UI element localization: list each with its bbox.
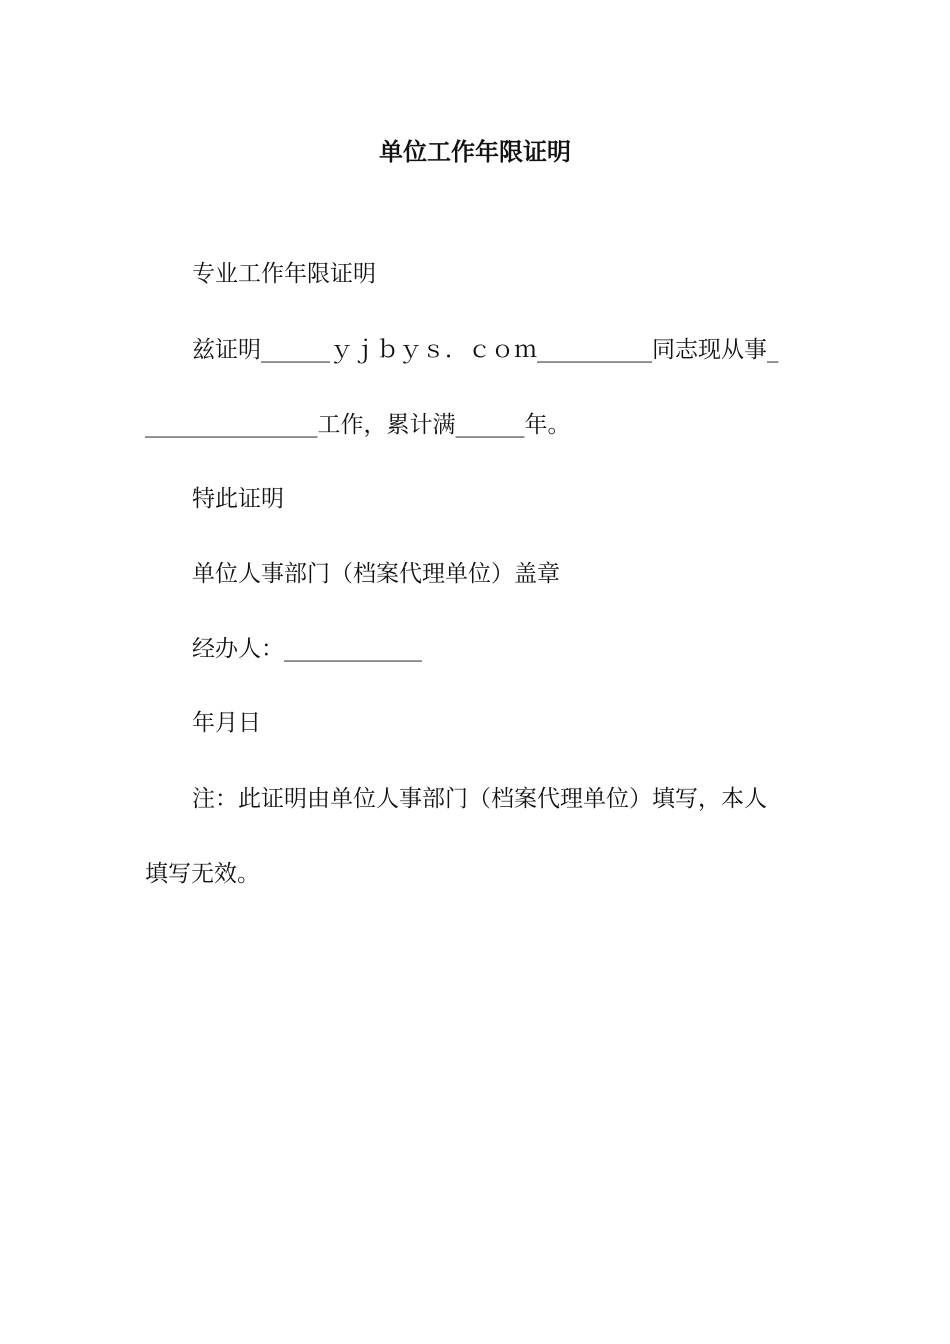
hereby-certify-line: 特此证明 bbox=[192, 486, 284, 512]
document-title: 单位工作年限证明 bbox=[379, 137, 571, 166]
note-line: 注：此证明由单位人事部门（档案代理单位）填写，本人 bbox=[192, 786, 767, 812]
note-continuation-line: 填写无效。 bbox=[145, 861, 260, 887]
date-line: 年月日 bbox=[192, 710, 261, 736]
handler-line: 经办人：____________ bbox=[192, 636, 422, 662]
work-years-line: _______________工作，累计满______年。 bbox=[145, 412, 571, 438]
seal-line: 单位人事部门（档案代理单位）盖章 bbox=[192, 561, 560, 587]
certify-line: 兹证明______ｙｊｂｙｓ．ｃｏｍ__________同志现从事_ bbox=[192, 337, 779, 363]
subtitle-line: 专业工作年限证明 bbox=[192, 261, 376, 287]
